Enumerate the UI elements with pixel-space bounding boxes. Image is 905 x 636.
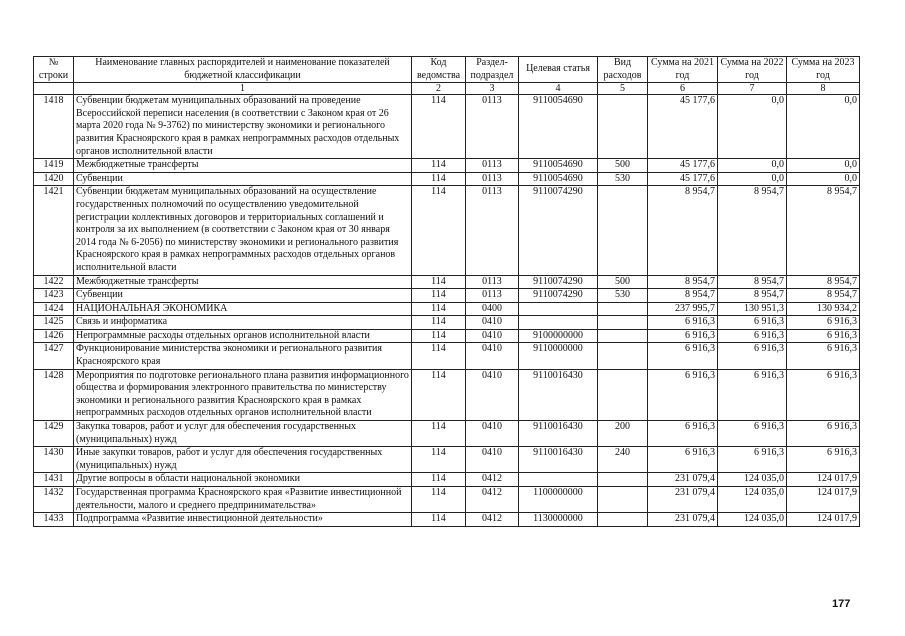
row-expense-type: 530: [598, 172, 648, 186]
row-expense-type: 240: [598, 447, 648, 473]
row-section: 0410: [466, 329, 519, 343]
row-sum-2022: 0,0: [718, 172, 787, 186]
row-sum-2023: 6 916,3: [787, 421, 860, 447]
column-number: 8: [787, 83, 860, 95]
row-sum-2021: 8 954,7: [648, 289, 718, 303]
row-expense-type: 200: [598, 421, 648, 447]
row-name: Мероприятия по подготовке регионального плана развития информационного общества и формирования электронного правительства по министерству экономики и регионального развития Красноярского края в рамках непрограммных расходов отдельных органов исполнительной власти: [74, 369, 412, 420]
row-target-article: 1100000000: [519, 487, 598, 513]
row-sum-2021: 45 177,6: [648, 95, 718, 159]
row-target-article: [519, 473, 598, 487]
row-sum-2023: 6 916,3: [787, 329, 860, 343]
column-number: [34, 83, 74, 95]
table-row: [34, 447, 860, 473]
row-number: 1433: [34, 513, 74, 527]
row-dept-code: 114: [412, 473, 466, 487]
row-target-article: 9110054690: [519, 159, 598, 173]
row-name: НАЦИОНАЛЬНАЯ ЭКОНОМИКА: [74, 302, 412, 316]
row-section: 0113: [466, 289, 519, 303]
page-number: 177: [832, 598, 851, 610]
row-expense-type: [598, 487, 648, 513]
row-section: 0410: [466, 369, 519, 420]
row-sum-2022: 6 916,3: [718, 343, 787, 369]
row-target-article: 9110074290: [519, 275, 598, 289]
row-sum-2021: 6 916,3: [648, 447, 718, 473]
row-number: 1429: [34, 421, 74, 447]
header-row: [34, 57, 860, 83]
row-expense-type: [598, 316, 648, 330]
row-dept-code: 114: [412, 513, 466, 527]
row-number: 1419: [34, 159, 74, 173]
row-sum-2023: 6 916,3: [787, 447, 860, 473]
row-sum-2023: 8 954,7: [787, 289, 860, 303]
table-row: [34, 421, 860, 447]
table-row: [34, 186, 860, 275]
row-name: Другие вопросы в области национальной экономики: [74, 473, 412, 487]
row-section: 0400: [466, 302, 519, 316]
table-row: [34, 95, 860, 159]
column-number: 7: [718, 83, 787, 95]
row-section: 0113: [466, 172, 519, 186]
row-sum-2023: 124 017,9: [787, 473, 860, 487]
table-row: [34, 316, 860, 330]
row-section: 0412: [466, 513, 519, 527]
table-body: [34, 95, 860, 527]
row-sum-2021: 6 916,3: [648, 316, 718, 330]
table-row: [34, 329, 860, 343]
row-name: Закупка товаров, работ и услуг для обеспечения государственных (муниципальных) нужд: [74, 421, 412, 447]
row-dept-code: 114: [412, 316, 466, 330]
row-expense-type: 500: [598, 275, 648, 289]
row-sum-2021: 6 916,3: [648, 369, 718, 420]
header-expense-type: Вид расходов: [598, 57, 648, 83]
column-number: 1: [74, 83, 412, 95]
row-sum-2021: 6 916,3: [648, 421, 718, 447]
row-number: 1425: [34, 316, 74, 330]
row-expense-type: [598, 513, 648, 527]
row-dept-code: 114: [412, 95, 466, 159]
row-name: Связь и информатика: [74, 316, 412, 330]
row-sum-2023: 124 017,9: [787, 487, 860, 513]
table-row: [34, 302, 860, 316]
row-sum-2022: 0,0: [718, 95, 787, 159]
row-expense-type: [598, 186, 648, 275]
table-row: [34, 343, 860, 369]
row-sum-2023: 0,0: [787, 95, 860, 159]
row-number: 1427: [34, 343, 74, 369]
row-dept-code: 114: [412, 172, 466, 186]
row-number: 1422: [34, 275, 74, 289]
row-target-article: 9110054690: [519, 172, 598, 186]
row-dept-code: 114: [412, 447, 466, 473]
row-sum-2022: 130 951,3: [718, 302, 787, 316]
row-name: Межбюджетные трансферты: [74, 275, 412, 289]
row-sum-2022: 124 035,0: [718, 487, 787, 513]
row-target-article: 9100000000: [519, 329, 598, 343]
header-target-article: Целевая статья: [519, 57, 598, 83]
row-number: 1428: [34, 369, 74, 420]
row-section: 0412: [466, 487, 519, 513]
row-sum-2022: 6 916,3: [718, 447, 787, 473]
row-sum-2021: 45 177,6: [648, 159, 718, 173]
row-name: Субвенции бюджетам муниципальных образований на осуществление государственных полномочий по осуществлению уведомительной регистрации коллективных договоров и территориальных соглашений и контроля за их выполнением (в соответствии с Законом края от 30 января 2014 года № 6-2056) по министерству экономики и регионального развития Красноярского края в рамках непрограммных расходов отдельных органов исполнительной власти: [74, 186, 412, 275]
row-section: 0412: [466, 473, 519, 487]
row-sum-2022: 6 916,3: [718, 421, 787, 447]
row-sum-2022: 8 954,7: [718, 186, 787, 275]
row-expense-type: [598, 369, 648, 420]
row-expense-type: [598, 329, 648, 343]
table-row: [34, 289, 860, 303]
row-number: 1432: [34, 487, 74, 513]
header-sum-2023: Сумма на 2023 год: [787, 57, 860, 83]
row-expense-type: [598, 95, 648, 159]
row-number: 1426: [34, 329, 74, 343]
header-sum-2021: Сумма на 2021 год: [648, 57, 718, 83]
row-section: 0113: [466, 159, 519, 173]
row-sum-2023: 6 916,3: [787, 369, 860, 420]
table-row: [34, 513, 860, 527]
row-target-article: [519, 302, 598, 316]
header-dept-code: Код ведомства: [412, 57, 466, 83]
row-dept-code: 114: [412, 275, 466, 289]
row-sum-2021: 231 079,4: [648, 513, 718, 527]
row-name: Государственная программа Красноярского края «Развитие инвестиционной деятельности, малого и среднего предпринимательства»: [74, 487, 412, 513]
row-target-article: [519, 316, 598, 330]
column-number: 2: [412, 83, 466, 95]
row-sum-2023: 130 934,2: [787, 302, 860, 316]
table-row: [34, 172, 860, 186]
row-sum-2021: 231 079,4: [648, 487, 718, 513]
row-sum-2022: 6 916,3: [718, 369, 787, 420]
row-expense-type: [598, 302, 648, 316]
row-dept-code: 114: [412, 329, 466, 343]
row-dept-code: 114: [412, 186, 466, 275]
table-row: [34, 159, 860, 173]
row-name: Непрограммные расходы отдельных органов исполнительной власти: [74, 329, 412, 343]
row-section: 0410: [466, 316, 519, 330]
row-section: 0410: [466, 447, 519, 473]
budget-table: [33, 56, 860, 527]
column-number: 4: [519, 83, 598, 95]
header-row-no: № строки: [34, 57, 74, 83]
column-number: 3: [466, 83, 519, 95]
row-number: 1423: [34, 289, 74, 303]
row-sum-2022: 8 954,7: [718, 289, 787, 303]
header-section: Раздел-подраздел: [466, 57, 519, 83]
table-row: [34, 487, 860, 513]
column-number: 5: [598, 83, 648, 95]
row-target-article: 9110016430: [519, 447, 598, 473]
row-sum-2022: 6 916,3: [718, 329, 787, 343]
row-expense-type: 500: [598, 159, 648, 173]
row-dept-code: 114: [412, 159, 466, 173]
row-number: 1421: [34, 186, 74, 275]
row-sum-2022: 6 916,3: [718, 316, 787, 330]
row-name: Подпрограмма «Развитие инвестиционной деятельности»: [74, 513, 412, 527]
row-sum-2021: 6 916,3: [648, 343, 718, 369]
row-sum-2022: 124 035,0: [718, 473, 787, 487]
row-dept-code: 114: [412, 369, 466, 420]
row-target-article: 9110074290: [519, 186, 598, 275]
column-number: 6: [648, 83, 718, 95]
row-dept-code: 114: [412, 289, 466, 303]
row-number: 1418: [34, 95, 74, 159]
row-number: 1431: [34, 473, 74, 487]
row-name: Межбюджетные трансферты: [74, 159, 412, 173]
row-sum-2021: 8 954,7: [648, 186, 718, 275]
row-sum-2022: 0,0: [718, 159, 787, 173]
row-name: Субвенции бюджетам муниципальных образований на проведение Всероссийской переписи населения (в соответствии с Законом края от 26 марта 2020 года № 9-3762) по министерству экономики и регионального развития Красноярского края в рамках непрограммных расходов отдельных органов исполнительной власти: [74, 95, 412, 159]
row-dept-code: 114: [412, 343, 466, 369]
row-name: Субвенции: [74, 289, 412, 303]
row-sum-2023: 8 954,7: [787, 275, 860, 289]
row-expense-type: [598, 343, 648, 369]
row-target-article: 9110054690: [519, 95, 598, 159]
row-section: 0113: [466, 95, 519, 159]
row-section: 0410: [466, 343, 519, 369]
row-sum-2022: 124 035,0: [718, 513, 787, 527]
header-sum-2022: Сумма на 2022 год: [718, 57, 787, 83]
row-target-article: 9110000000: [519, 343, 598, 369]
row-name: Иные закупки товаров, работ и услуг для обеспечения государственных (муниципальных) нужд: [74, 447, 412, 473]
row-expense-type: [598, 473, 648, 487]
row-sum-2023: 124 017,9: [787, 513, 860, 527]
row-number: 1420: [34, 172, 74, 186]
row-dept-code: 114: [412, 302, 466, 316]
row-target-article: 9110016430: [519, 369, 598, 420]
row-sum-2021: 45 177,6: [648, 172, 718, 186]
row-section: 0113: [466, 275, 519, 289]
row-name: Функционирование министерства экономики и регионального развития Красноярского края: [74, 343, 412, 369]
row-sum-2021: 6 916,3: [648, 329, 718, 343]
row-target-article: 1130000000: [519, 513, 598, 527]
row-expense-type: 530: [598, 289, 648, 303]
header-name: Наименование главных распорядителей и наименование показателей бюджетной классификации: [74, 57, 412, 83]
row-sum-2022: 8 954,7: [718, 275, 787, 289]
row-sum-2021: 231 079,4: [648, 473, 718, 487]
row-name: Субвенции: [74, 172, 412, 186]
row-number: 1424: [34, 302, 74, 316]
row-target-article: 9110074290: [519, 289, 598, 303]
row-section: 0113: [466, 186, 519, 275]
row-sum-2023: 0,0: [787, 159, 860, 173]
row-target-article: 9110016430: [519, 421, 598, 447]
row-sum-2023: 0,0: [787, 172, 860, 186]
row-dept-code: 114: [412, 487, 466, 513]
row-dept-code: 114: [412, 421, 466, 447]
row-number: 1430: [34, 447, 74, 473]
row-section: 0410: [466, 421, 519, 447]
table-row: [34, 275, 860, 289]
table-row: [34, 369, 860, 420]
column-number-row: [34, 83, 860, 95]
row-sum-2023: 6 916,3: [787, 316, 860, 330]
row-sum-2021: 8 954,7: [648, 275, 718, 289]
row-sum-2023: 8 954,7: [787, 186, 860, 275]
table-row: [34, 473, 860, 487]
row-sum-2021: 237 995,7: [648, 302, 718, 316]
row-sum-2023: 6 916,3: [787, 343, 860, 369]
